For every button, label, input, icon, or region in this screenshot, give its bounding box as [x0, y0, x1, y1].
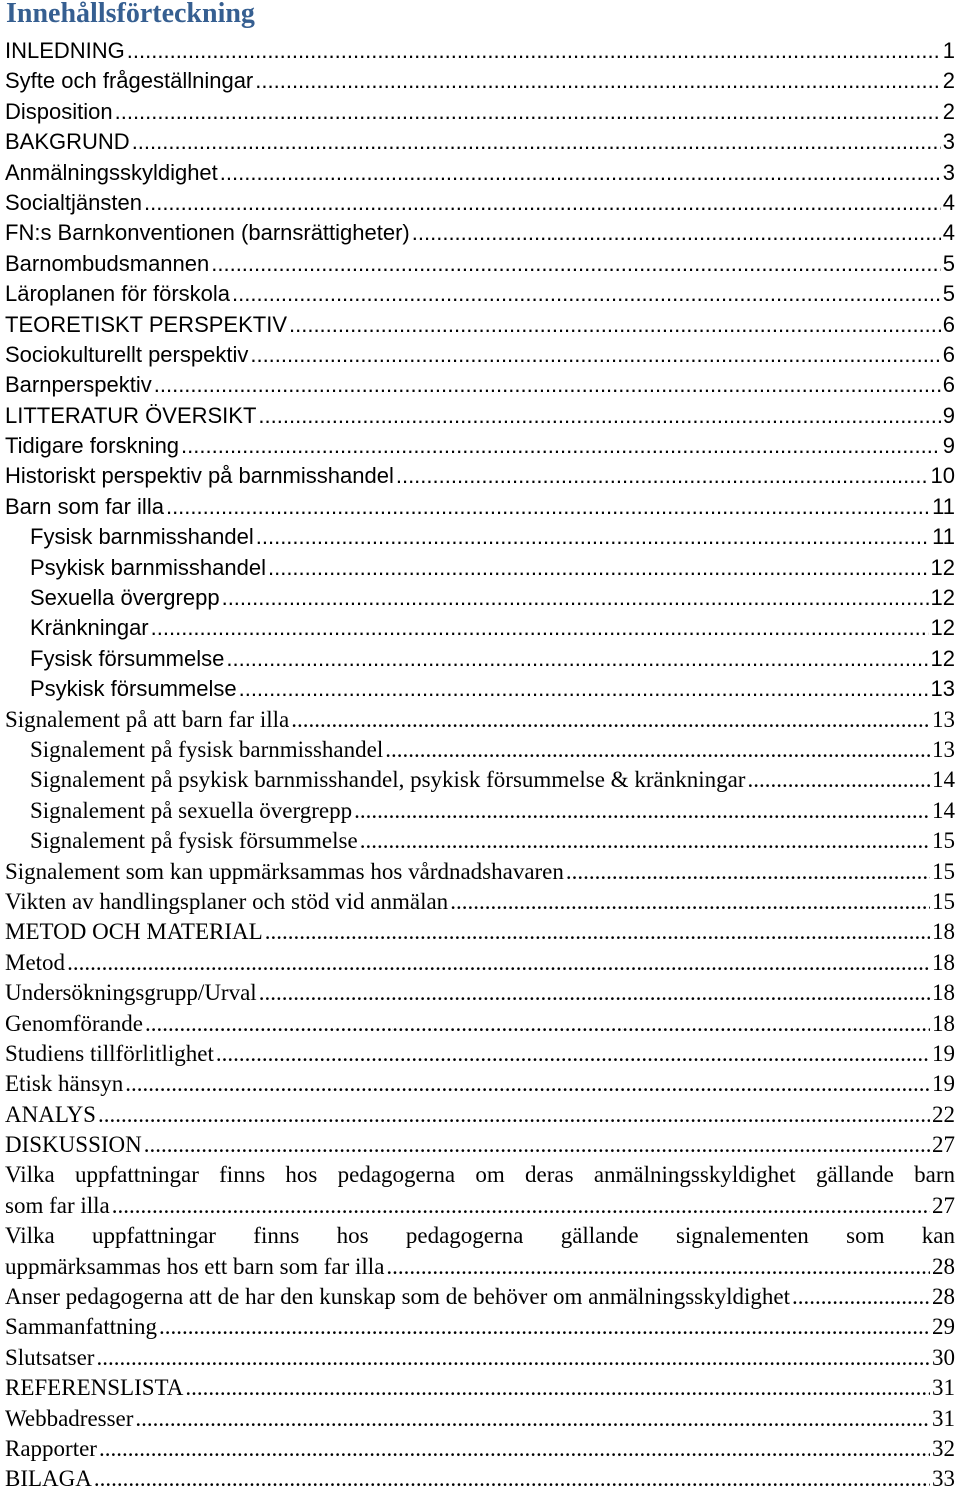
dot-leader	[268, 553, 929, 583]
toc-entry-label: Syfte och frågeställningar	[5, 68, 254, 94]
dot-leader	[127, 36, 941, 66]
toc-entry-page-number: 6	[942, 341, 955, 367]
toc-entry-page-number: 6	[942, 311, 955, 337]
dot-leader	[151, 613, 929, 643]
dot-leader	[154, 370, 941, 400]
toc-title: Innehållsförteckning	[6, 0, 255, 29]
toc-entry-page-number: 29	[932, 1314, 955, 1340]
dot-leader	[112, 1191, 930, 1221]
dot-leader	[232, 279, 941, 309]
toc-entry-wrapped[interactable]	[0, 1221, 960, 1282]
toc-entry-page-number: 10	[930, 463, 955, 489]
toc-entry-label-line1: Vilka uppfattningar finns hos pedagogerna gällande signalementen som kan	[5, 1223, 955, 1249]
toc-entry-page-number: 3	[942, 129, 955, 155]
toc-entry-label: Studiens tillförlitlighet	[5, 1040, 214, 1066]
toc-entry[interactable]	[0, 218, 960, 248]
dot-leader	[256, 522, 930, 552]
toc-entry-page-number: 33	[932, 1466, 955, 1492]
toc-entry-label: BILAGA	[5, 1466, 92, 1492]
toc-entry[interactable]	[0, 796, 960, 826]
toc-entry-label: Anser pedagogerna att de har den kunskap som de behöver om anmälningsskyldighet	[5, 1284, 790, 1310]
toc-entry[interactable]	[0, 735, 960, 765]
toc-entry[interactable]	[0, 1039, 960, 1069]
dot-leader	[222, 583, 929, 613]
dot-leader	[115, 97, 941, 127]
toc-entry-page-number: 18	[932, 919, 955, 945]
toc-entry[interactable]	[0, 1069, 960, 1099]
dot-leader	[67, 948, 930, 978]
toc-entry-label: TEORETISKT PERSPEKTIV	[5, 311, 287, 337]
dot-leader	[259, 978, 930, 1008]
toc-entry-label: DISKUSSION	[5, 1132, 142, 1158]
toc-entry-page-number: 27	[932, 1192, 955, 1218]
dot-leader	[125, 1069, 930, 1099]
toc-entry-page-number: 2	[942, 98, 955, 124]
toc-entry-label: Socialtjänsten	[5, 189, 142, 215]
dot-leader	[96, 1343, 930, 1373]
dot-leader	[145, 1009, 930, 1039]
toc-entry[interactable]	[0, 431, 960, 461]
toc-entry-page-number: 9	[942, 402, 955, 428]
toc-entry-page-number: 14	[932, 767, 955, 793]
toc-entry-label: BAKGRUND	[5, 129, 130, 155]
dot-leader	[386, 1252, 930, 1282]
toc-entry-page-number: 4	[942, 220, 955, 246]
toc-entry-label: Undersökningsgrupp/Urval	[5, 980, 257, 1006]
toc-entry-page-number: 18	[932, 1010, 955, 1036]
toc-entry-label: REFERENSLISTA	[5, 1375, 184, 1401]
toc-entry-page-number: 12	[930, 645, 955, 671]
toc-entry-label: Kränkningar	[30, 615, 149, 641]
toc-entry-page-number: 9	[942, 433, 955, 459]
dot-leader	[792, 1282, 930, 1312]
toc-entry[interactable]	[0, 1130, 960, 1160]
toc-entry[interactable]	[0, 553, 960, 583]
dot-leader	[250, 340, 940, 370]
toc-entry-label: Signalement på fysisk försummelse	[30, 828, 358, 854]
toc-entry[interactable]	[0, 340, 960, 370]
toc-entry[interactable]	[0, 948, 960, 978]
toc-entry-label: Rapporter	[5, 1435, 97, 1461]
toc-entry[interactable]	[0, 1404, 960, 1434]
toc-entry[interactable]	[0, 583, 960, 613]
toc-entry[interactable]	[0, 36, 960, 66]
toc-entry[interactable]	[0, 1282, 960, 1312]
toc-entry-label: Läroplanen för förskola	[5, 281, 231, 307]
toc-entry[interactable]	[0, 1100, 960, 1130]
toc-entry-label: Barnperspektiv	[5, 372, 152, 398]
dot-leader	[211, 249, 941, 279]
toc-entry-label: FN:s Barnkonventionen (barnsrättigheter)	[5, 220, 410, 246]
dot-leader	[166, 492, 930, 522]
dot-leader	[265, 917, 930, 947]
toc-entry-label: Sociokulturellt perspektiv	[5, 341, 249, 367]
toc-entry[interactable]	[0, 279, 960, 309]
toc-entry-label: INLEDNING	[5, 38, 125, 63]
toc-entry-label: Sexuella övergrepp	[30, 585, 220, 611]
dot-leader	[220, 158, 941, 188]
dot-leader	[258, 401, 940, 431]
toc-entry-label-line2: uppmärksammas hos ett barn som far illa	[5, 1253, 385, 1279]
toc-entry[interactable]	[0, 978, 960, 1008]
toc-entry-label: Historiskt perspektiv på barnmisshandel	[5, 463, 394, 489]
toc-entry-page-number: 22	[932, 1101, 955, 1127]
toc-entry-page-number: 18	[932, 949, 955, 975]
dot-leader	[291, 705, 930, 735]
dot-leader	[360, 826, 930, 856]
toc-entry[interactable]	[0, 492, 960, 522]
toc-entry[interactable]	[0, 826, 960, 856]
toc-entry-page-number: 32	[932, 1435, 955, 1461]
toc-entry-page-number: 27	[932, 1132, 955, 1158]
toc-entry[interactable]	[0, 1343, 960, 1373]
dot-leader	[354, 796, 930, 826]
toc-entry-label: ANALYS	[5, 1101, 96, 1127]
toc-entry-label-line2: som far illa	[5, 1192, 110, 1218]
dot-leader	[94, 1464, 930, 1494]
toc-entry-page-number: 19	[932, 1071, 955, 1097]
toc-list	[0, 36, 960, 1495]
toc-entry-label: METOD OCH MATERIAL	[5, 919, 263, 945]
toc-entry-page-number: 28	[932, 1284, 955, 1310]
toc-entry-label: Anmälningsskyldighet	[5, 159, 218, 185]
toc-entry-label: Psykisk försummelse	[30, 676, 237, 702]
toc-entry-label-line1: Vilka uppfattningar finns hos pedagogerna om deras anmälningsskyldighet gällande barn	[5, 1162, 955, 1188]
toc-entry[interactable]	[0, 249, 960, 279]
toc-entry-page-number: 28	[932, 1253, 955, 1279]
toc-entry-page-number: 4	[942, 189, 955, 215]
toc-entry-wrapped[interactable]	[0, 1160, 960, 1221]
toc-entry-page-number: 15	[932, 858, 955, 884]
toc-entry[interactable]	[0, 1312, 960, 1342]
toc-entry[interactable]	[0, 1434, 960, 1464]
toc-entry-page-number: 30	[932, 1344, 955, 1370]
toc-entry-label: Genomförande	[5, 1010, 143, 1036]
toc-entry[interactable]	[0, 522, 960, 552]
dot-leader	[185, 1373, 930, 1403]
toc-entry-page-number: 15	[932, 888, 955, 914]
toc-entry-page-number: 13	[932, 736, 955, 762]
toc-entry-label: Tidigare forskning	[5, 433, 180, 459]
dot-leader	[412, 218, 941, 248]
dot-leader	[159, 1312, 930, 1342]
toc-entry-label: Signalement på sexuella övergrepp	[30, 797, 353, 823]
dot-leader	[144, 1130, 930, 1160]
toc-entry[interactable]	[0, 310, 960, 340]
dot-leader	[289, 310, 941, 340]
toc-entry[interactable]	[0, 674, 960, 704]
toc-entry[interactable]	[0, 97, 960, 127]
toc-entry[interactable]	[0, 1373, 960, 1403]
toc-entry-label: Psykisk barnmisshandel	[30, 554, 266, 580]
toc-entry[interactable]	[0, 765, 960, 795]
dot-leader	[132, 127, 941, 157]
toc-entry[interactable]	[0, 158, 960, 188]
dot-leader	[747, 765, 930, 795]
toc-entry[interactable]	[0, 401, 960, 431]
toc-entry-page-number: 5	[942, 250, 955, 276]
toc-entry-label: Sammanfattning	[5, 1314, 158, 1340]
toc-entry[interactable]	[0, 917, 960, 947]
toc-entry-page-number: 11	[932, 524, 955, 550]
toc-entry-label: Barnombudsmannen	[5, 250, 210, 276]
toc-entry[interactable]	[0, 370, 960, 400]
toc-entry-page-number: 13	[932, 706, 955, 732]
toc-entry-line2	[5, 1252, 955, 1282]
toc-entry-label: Fysisk barnmisshandel	[30, 524, 254, 550]
toc-entry-label: Fysisk försummelse	[30, 645, 225, 671]
dot-leader	[385, 735, 930, 765]
dot-leader	[239, 674, 929, 704]
toc-entry-page-number: 12	[930, 585, 955, 611]
dot-leader	[144, 188, 941, 218]
toc-entry-label: Slutsatser	[5, 1344, 95, 1370]
toc-entry-page-number: 13	[930, 676, 955, 702]
toc-entry-label: Signalement på att barn far illa	[5, 706, 290, 732]
dot-leader	[396, 461, 929, 491]
dot-leader	[98, 1100, 930, 1130]
toc-entry-page-number: 18	[932, 980, 955, 1006]
toc-entry-label: Signalement på fysisk barnmisshandel	[30, 736, 384, 762]
toc-entry[interactable]	[0, 887, 960, 917]
dot-leader	[216, 1039, 930, 1069]
dot-leader	[450, 887, 930, 917]
toc-entry-line2	[5, 1191, 955, 1221]
toc-entry[interactable]	[0, 644, 960, 674]
toc-entry-page-number: 3	[942, 159, 955, 185]
toc-entry-label: Disposition	[5, 98, 113, 124]
toc-entry-page-number: 6	[942, 372, 955, 398]
toc-entry[interactable]	[0, 613, 960, 643]
dot-leader	[226, 644, 928, 674]
toc-entry-label: Signalement som kan uppmärksammas hos vårdnadshavaren	[5, 858, 564, 884]
toc-entry[interactable]	[0, 857, 960, 887]
toc-entry-label: Webbadresser	[5, 1405, 134, 1431]
toc-entry-page-number: 11	[932, 493, 955, 519]
toc-entry-label: Barn som far illa	[5, 493, 164, 519]
toc-entry[interactable]	[0, 188, 960, 218]
toc-entry-page-number: 14	[932, 797, 955, 823]
dot-leader	[181, 431, 941, 461]
toc-entry[interactable]	[0, 127, 960, 157]
toc-entry-page-number: 5	[942, 281, 955, 307]
toc-entry-page-number: 31	[932, 1375, 955, 1401]
toc-entry-page-number: 15	[932, 828, 955, 854]
toc-entry-page-number: 12	[930, 554, 955, 580]
toc-entry[interactable]	[0, 66, 960, 96]
toc-entry[interactable]	[0, 461, 960, 491]
toc-entry-page-number: 19	[932, 1040, 955, 1066]
toc-entry-label: Vikten av handlingsplaner och stöd vid anmälan	[5, 888, 449, 914]
toc-entry-label: Metod	[5, 949, 66, 975]
toc-entry[interactable]	[0, 1464, 960, 1494]
toc-entry-label: Etisk hänsyn	[5, 1071, 124, 1097]
toc-entry-label: LITTERATUR ÖVERSIKT	[5, 402, 257, 428]
toc-entry[interactable]	[0, 1009, 960, 1039]
toc-entry[interactable]	[0, 705, 960, 735]
dot-leader	[99, 1434, 930, 1464]
toc-entry-page-number: 1	[942, 38, 955, 63]
dot-leader	[135, 1404, 930, 1434]
dot-leader	[255, 66, 940, 96]
toc-entry-page-number: 31	[932, 1405, 955, 1431]
toc-entry-label: Signalement på psykisk barnmisshandel, psykisk försummelse & kränkningar	[30, 767, 746, 793]
toc-entry-page-number: 12	[930, 615, 955, 641]
dot-leader	[566, 857, 930, 887]
toc-entry-page-number: 2	[942, 68, 955, 94]
